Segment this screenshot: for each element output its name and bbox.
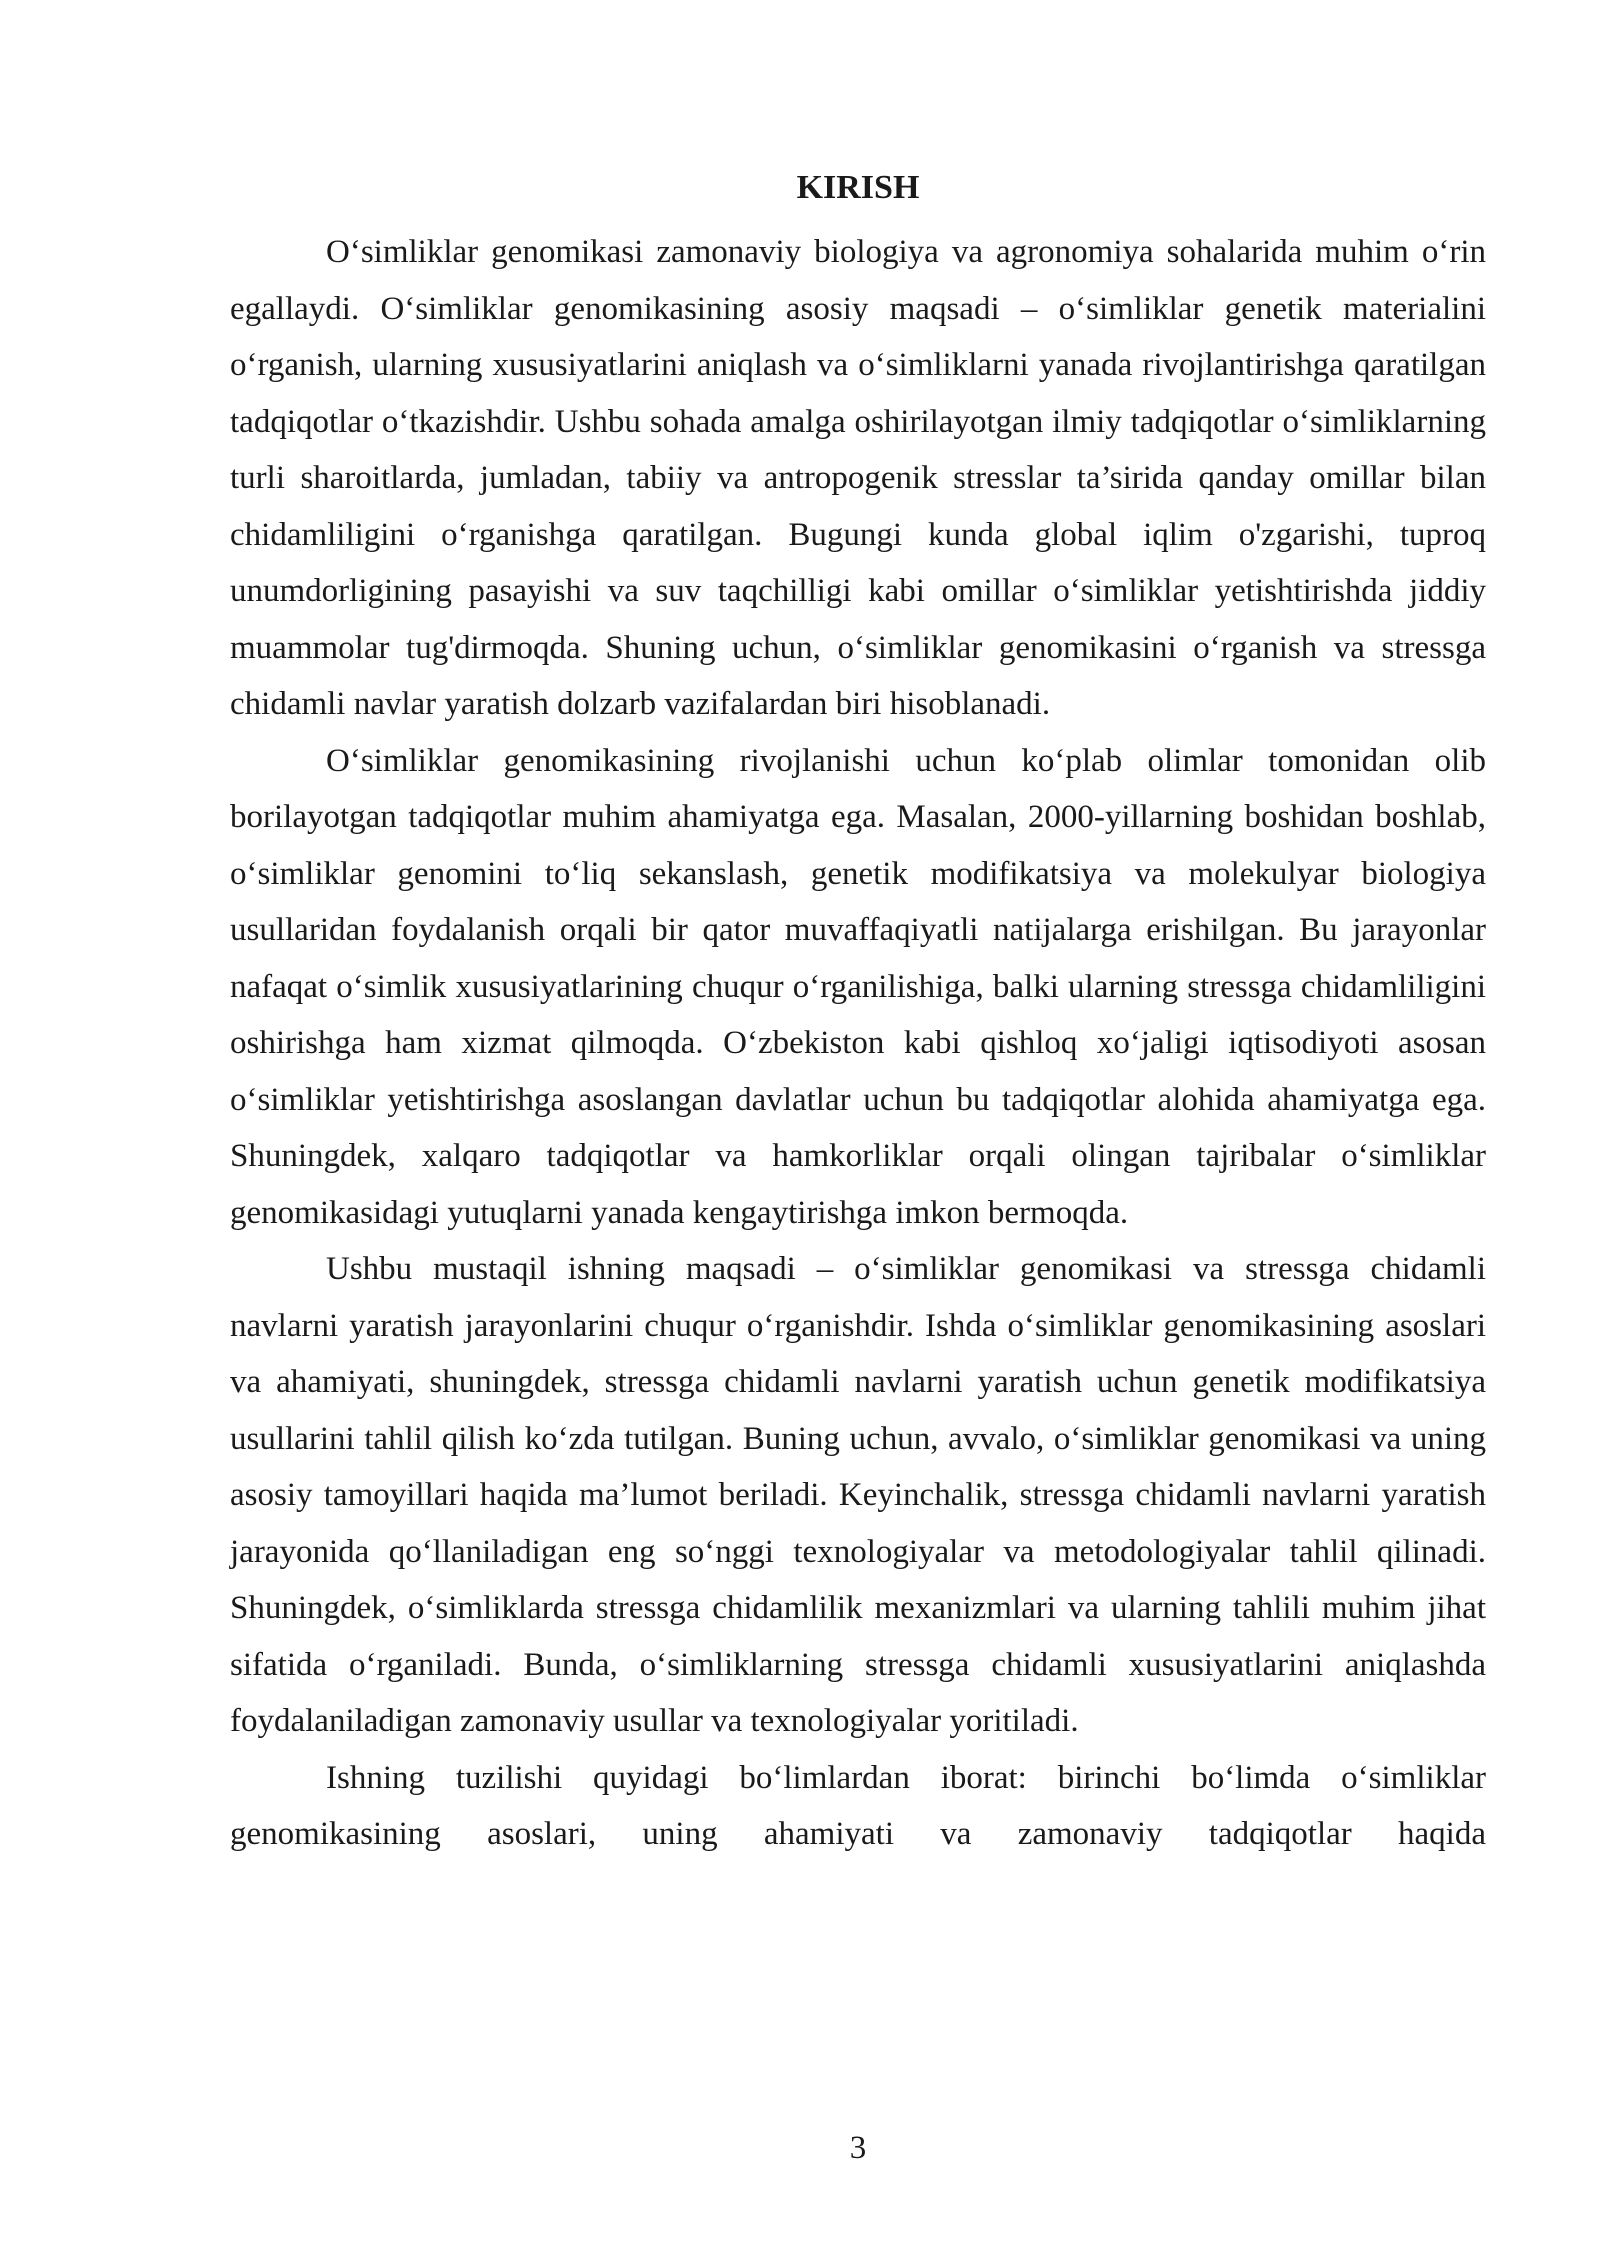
paragraph: Ushbu mustaqil ishning maqsadi – o‘simliklar genomikasi va stressga chidamli navlarni yaratish jarayonlarini chuqur o‘rganishdir. Ishda o‘simliklar genomikasining asoslari va ahamiyati, shuningdek, stressga chidamli navlarni yaratish uchun genetik modifikatsiya usullarini tahlil qilish ko‘zda tutilgan. Buning uchun, avvalo, o‘simliklar genomikasi va uning asosiy tamoyillari haqida ma’lumot beriladi. Keyinchalik, stressga chidamli navlarni yaratish jarayonida qo‘llaniladigan eng so‘nggi texnologiyalar va metodologiyalar tahlil qilinadi. Shuningdek, o‘simliklarda stressga chidamlilik mexanizmlari va ularning tahlili muhim jihat sifatida o‘rganiladi. Bunda, o‘simliklarning stressga chidamli xususiyatlarini aniqlashda foydalaniladigan zamonaviy usullar va texnologiyalar yoritiladi. — [230, 1251, 1486, 1739]
page-title: KIRISH — [796, 169, 920, 206]
document-page — [230, 160, 1486, 1863]
paragraph: O‘simliklar genomikasi zamonaviy biologiya va agronomiya sohalarida muhim o‘rin egallaydi. O‘simliklar genomikasining asosiy maqsadi – o‘simliklar genetik materialini o‘rganish, ularning xususiyatlarini aniqlash va o‘simliklarni yanada rivojlantirishga qaratilgan tadqiqotlar o‘tkazishdir. Ushbu sohada amalga oshirilayotgan ilmiy tadqiqotlar o‘simliklarning turli sharoitlarda, jumladan, tabiiy va antropogenik stresslar ta’sirida qanday omillar bilan chidamliligini o‘rganishga qaratilgan. Bugungi kunda global iqlim o'zgarishi, tuproq unumdorligining pasayishi va suv taqchilligi kabi omillar o‘simliklar yetishtirishda jiddiy muammolar tug'dirmoqda. Shuning uchun, o‘simliklar genomikasini o‘rganish va stressga chidamli navlar yaratish dolzarb vazifalardan biri hisoblanadi. — [230, 234, 1486, 722]
paragraph-partial: Ishning tuzilishi quyidagi bo‘limlardan iborat: birinchi bo‘limda o‘simliklar genomikasining asoslari, uning ahamiyati va zamonaviy tadqiqotlar haqida — [230, 1759, 1486, 1852]
page-number: 3 — [849, 2130, 867, 2166]
paragraph: O‘simliklar genomikasining rivojlanishi uchun ko‘plab olimlar tomonidan olib borilayotgan tadqiqotlar muhim ahamiyatga ega. Masalan, 2000-yillarning boshidan boshlab, o‘simliklar genomini to‘liq sekanslash, genetik modifikatsiya va molekulyar biologiya usullaridan foydalanish orqali bir qator muvaffaqiyatli natijalarga erishilgan. Bu jarayonlar nafaqat o‘simlik xususiyatlarining chuqur o‘rganilishiga, balki ularning stressga chidamliligini oshirishga ham xizmat qilmoqda. O‘zbekiston kabi qishloq xo‘jaligi iqtisodiyoti asosan o‘simliklar yetishtirishga asoslangan davlatlar uchun bu tadqiqotlar alohida ahamiyatga ega. Shuningdek, xalqaro tadqiqotlar va hamkorliklar orqali olingan tajribalar o‘simliklar genomikasidagi yutuqlarni yanada kengaytirishga imkon bermoqda. — [230, 742, 1486, 1231]
